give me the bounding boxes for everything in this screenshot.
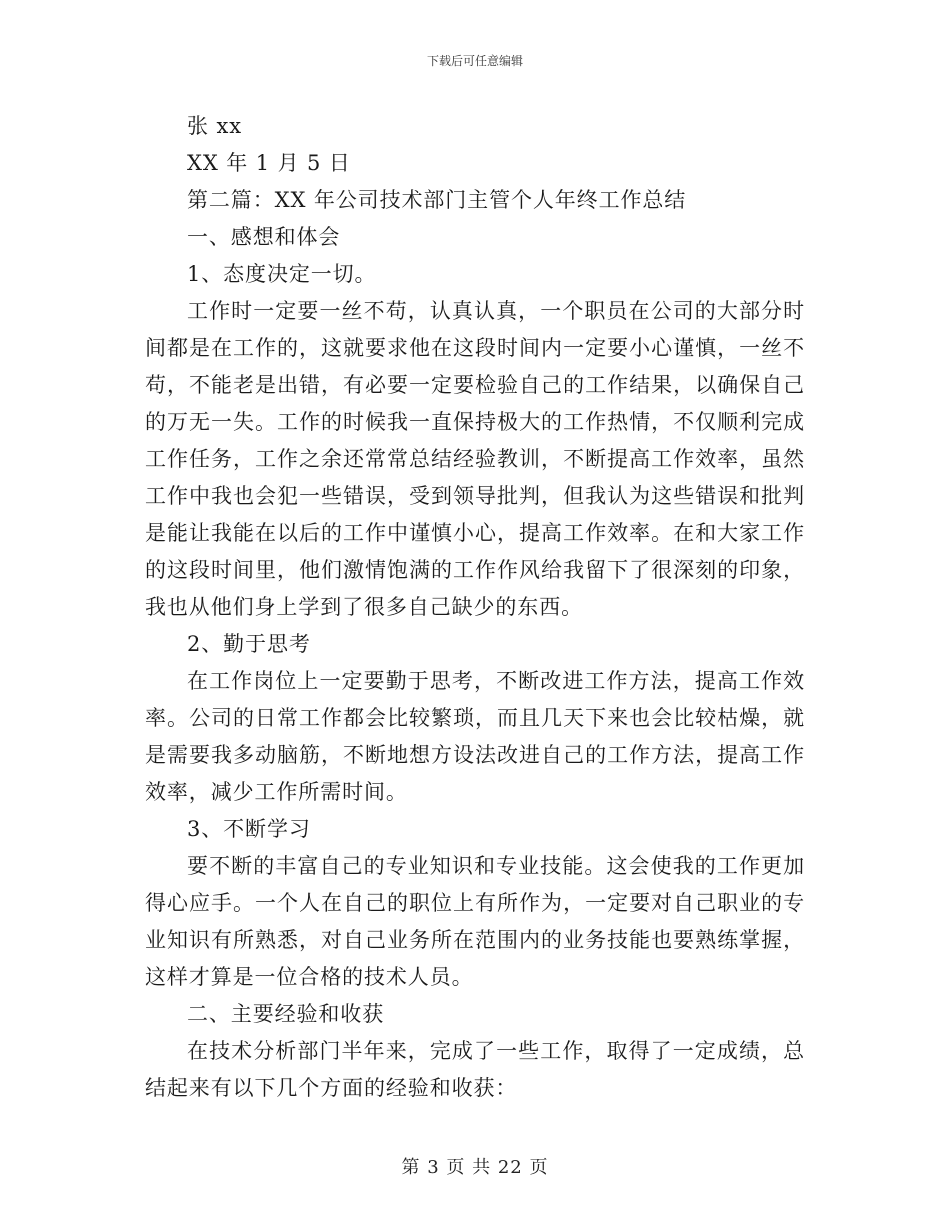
text-line: 要不断的丰富自己的专业知识和专业技能。这会使我的工作更加 bbox=[187, 854, 805, 878]
text-line: 结起来有以下几个方面的经验和收获： bbox=[145, 1076, 518, 1100]
text-line: 3、不断学习 bbox=[187, 817, 311, 841]
text-line: 第二篇：XX 年公司技术部门主管个人年终工作总结 bbox=[187, 188, 687, 212]
text-line: 在技术分析部门半年来，完成了一些工作，取得了一定成绩，总 bbox=[187, 1039, 805, 1063]
text-line: 率。公司的日常工作都会比较繁琐，而且几天下来也会比较枯燥，就 bbox=[145, 706, 805, 730]
text-line: XX 年 1 月 5 日 bbox=[187, 151, 351, 175]
text-line: 一、感想和体会 bbox=[187, 225, 341, 249]
text-line: 间都是在工作的，这就要求他在这段时间内一定要小心谨慎，一丝不 bbox=[145, 336, 805, 360]
page-header: 下载后可任意编辑 bbox=[426, 54, 523, 68]
text-line: 二、主要经验和收获 bbox=[187, 1002, 385, 1026]
text-line: 苟，不能老是出错，有必要一定要检验自己的工作结果，以确保自己 bbox=[145, 373, 805, 397]
text-line: 是能让我能在以后的工作中谨慎小心，提高工作效率。在和大家工作 bbox=[145, 521, 805, 545]
text-line: 是需要我多动脑筋，不断地想方设法改进自己的工作方法，提高工作 bbox=[145, 743, 805, 767]
page-footer: 第 3 页 共 22 页 bbox=[401, 1157, 549, 1178]
document-body bbox=[145, 108, 805, 1107]
text-line: 的这段时间里，他们激情饱满的工作作风给我留下了很深刻的印象， bbox=[145, 558, 805, 582]
text-line: 的万无一失。工作的时候我一直保持极大的工作热情，不仅顺利完成 bbox=[145, 410, 805, 434]
text-line: 得心应手。一个人在自己的职位上有所作为，一定要对自己职业的专 bbox=[145, 891, 805, 915]
text-line: 工作中我也会犯一些错误，受到领导批判，但我认为这些错误和批判 bbox=[145, 484, 805, 508]
text-line: 业知识有所熟悉，对自己业务所在范围内的业务技能也要熟练掌握， bbox=[145, 928, 805, 952]
text-line: 2、勤于思考 bbox=[187, 632, 311, 656]
text-line: 我也从他们身上学到了很多自己缺少的东西。 bbox=[145, 595, 583, 619]
text-line: 工作任务，工作之余还常常总结经验教训，不断提高工作效率，虽然 bbox=[145, 447, 805, 471]
text-line: 在工作岗位上一定要勤于思考，不断改进工作方法，提高工作效 bbox=[187, 669, 805, 693]
text-line: 1、态度决定一切。 bbox=[187, 262, 377, 286]
text-line: 张 xx bbox=[187, 114, 242, 138]
text-line: 这样才算是一位合格的技术人员。 bbox=[145, 965, 474, 989]
text-line: 效率，减少工作所需时间。 bbox=[145, 780, 408, 804]
text-line: 工作时一定要一丝不苟，认真认真，一个职员在公司的大部分时 bbox=[187, 299, 805, 323]
